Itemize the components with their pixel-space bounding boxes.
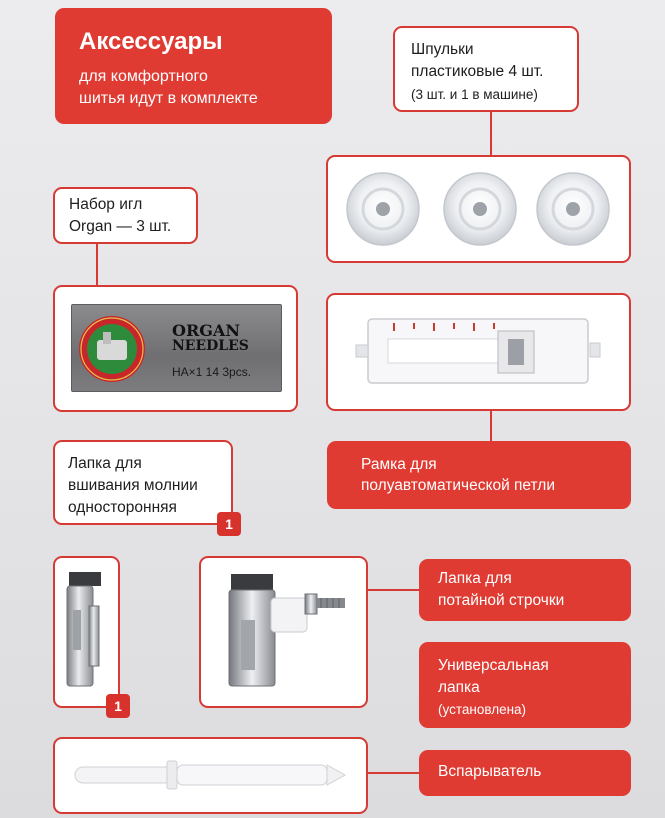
seam-ripper-image-box <box>53 737 368 814</box>
needles-line2: Organ — 3 шт. <box>69 218 172 235</box>
blind-foot-image-box <box>199 556 368 708</box>
universal-foot-label <box>419 642 631 728</box>
bobbins-illustration <box>328 157 629 261</box>
header-subtitle-2: шитья идут в комплекте <box>79 90 258 107</box>
blind-foot-illustration <box>201 558 366 706</box>
bobbins-line2: пластиковые 4 шт. <box>411 63 544 80</box>
buttonhole-frame-illustration <box>328 295 629 409</box>
header-title: Аксессуары <box>79 28 223 55</box>
blind-foot-label <box>419 559 631 621</box>
header-banner <box>55 8 332 124</box>
bobbins-label <box>393 26 579 112</box>
bobbins-image-box <box>326 155 631 263</box>
needles-label <box>53 187 198 244</box>
zipper-count-badge: 1 <box>217 512 241 536</box>
needle-package <box>71 304 282 392</box>
seam-ripper-illustration <box>55 739 366 812</box>
buttonhole-frame-image-box <box>326 293 631 411</box>
universal-line1: Универсальная <box>438 657 549 674</box>
buttonhole-line1: Рамка для <box>361 456 437 473</box>
bobbin-2 <box>444 173 516 245</box>
side-count-badge: 1 <box>106 694 130 718</box>
seam-ripper-connector <box>368 772 419 774</box>
zipper-foot-illustration <box>55 558 118 706</box>
needles-image-box <box>53 285 298 412</box>
bobbin-3 <box>537 173 609 245</box>
bobbin-1 <box>347 173 419 245</box>
blind-foot-line1: Лапка для <box>438 570 512 587</box>
bobbins-note: (3 шт. и 1 в машине) <box>411 87 538 102</box>
needle-spec: HA×1 14 3pcs. <box>172 365 252 379</box>
buttonhole-connector <box>490 411 492 441</box>
seam-ripper-text: Вспарыватель <box>438 763 542 780</box>
buttonhole-frame-label <box>327 441 631 509</box>
organ-logo <box>77 314 147 384</box>
zipper-foot-label <box>53 440 233 525</box>
header-subtitle-1: для комфортного <box>79 68 208 85</box>
needles-line1: Набор игл <box>69 196 143 213</box>
seam-ripper-label <box>419 750 631 796</box>
buttonhole-line2: полуавтоматической петли <box>361 477 555 494</box>
universal-line2: лапка <box>438 679 480 696</box>
zipper-foot-image-box <box>53 556 120 708</box>
needle-brand-line1: ORGAN <box>172 321 240 340</box>
zipper-line2: вшивания молнии <box>68 477 198 494</box>
needle-brand-line2: NEEDLES <box>172 338 249 354</box>
bobbins-connector <box>490 112 492 156</box>
needles-connector <box>96 244 98 287</box>
blind-foot-line2: потайной строчки <box>438 592 565 609</box>
zipper-line1: Лапка для <box>68 455 142 472</box>
blind-foot-connector <box>368 589 419 591</box>
universal-note: (установлена) <box>438 702 527 717</box>
zipper-line3: односторонняя <box>68 499 177 516</box>
bobbins-line1: Шпульки <box>411 41 474 58</box>
